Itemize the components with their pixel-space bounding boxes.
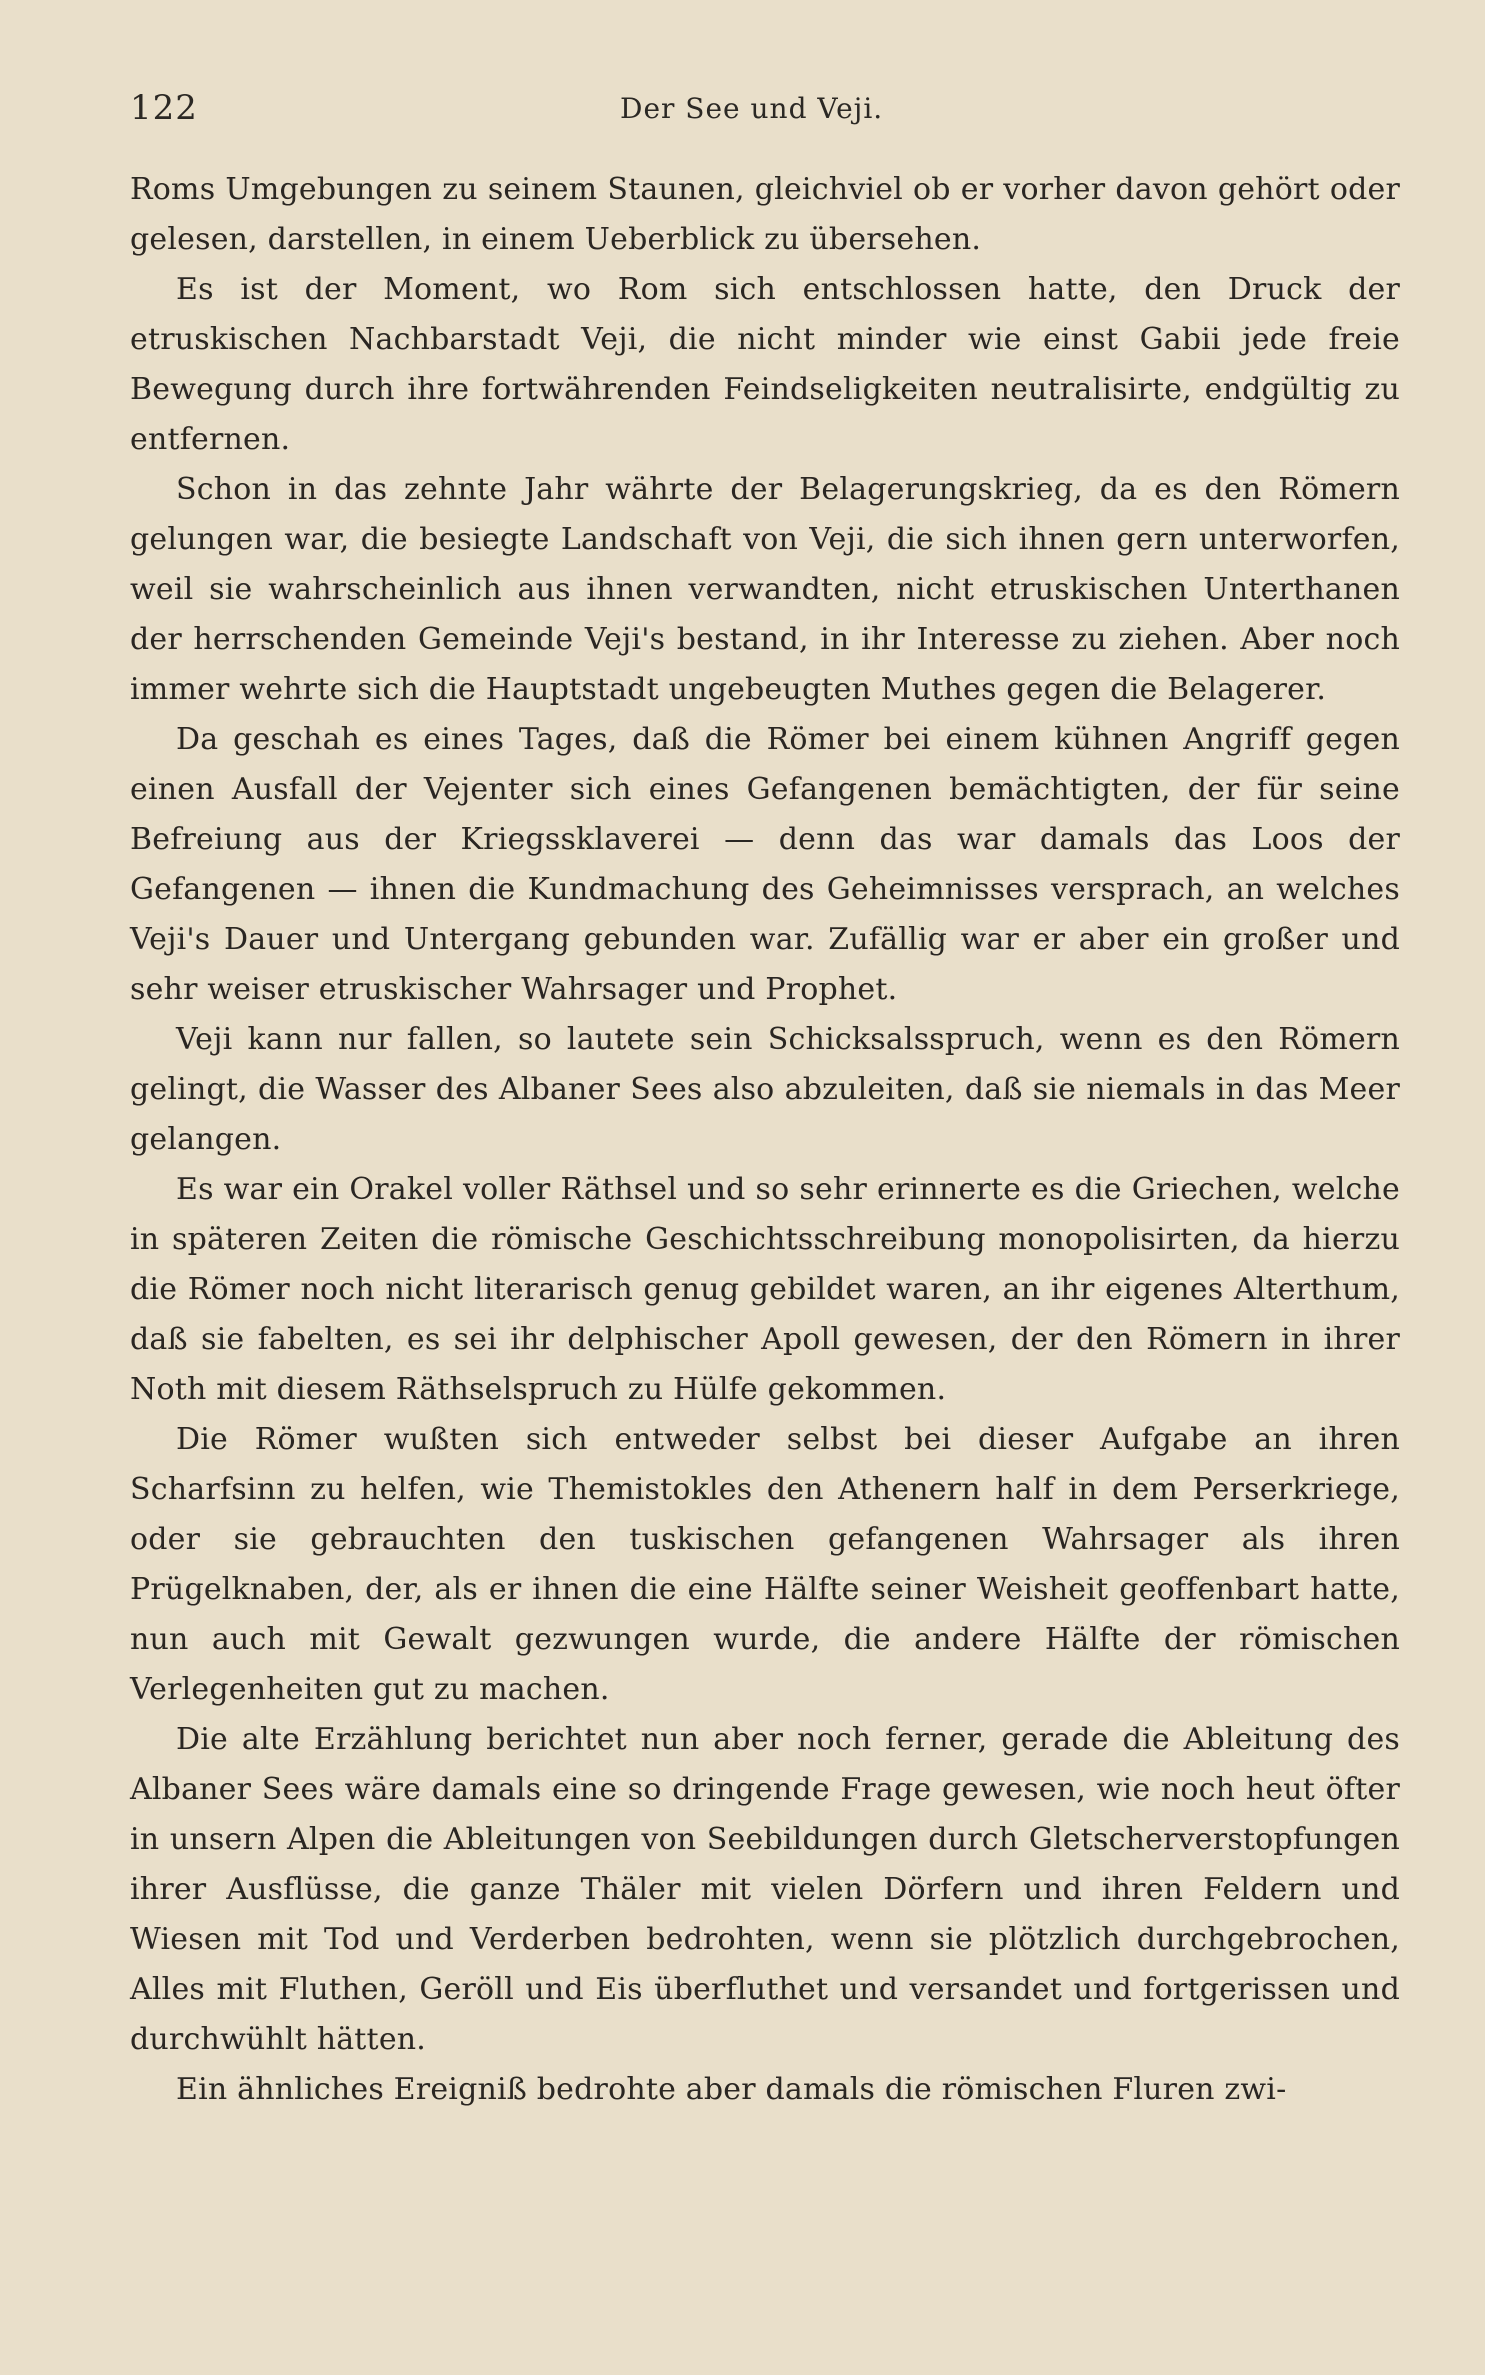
paragraph: Es ist der Moment, wo Rom sich entschlossen hatte, den Druck der etruskischen Nachbarstadt Veji, die nicht minder wie einst Gabii jede freie Bewegung durch ihre fortwährenden Feindseligkeiten neutralisirte, endgültig zu entfernen.	[130, 272, 1400, 457]
paragraph: Die Römer wußten sich entweder selbst bei dieser Aufgabe an ihren Scharfsinn zu helfen, wie Themistokles den Athenern half in dem Perserkriege, oder sie gebrauchten den tuskischen gefangenen Wahrsager als ihren Prügelknaben, der, als er ihnen die eine Hälfte seiner Weisheit geoffenbart hatte, nun auch mit Gewalt gezwungen wurde, die andere Hälfte der römischen Verlegenheiten gut zu machen.	[130, 1422, 1400, 1707]
paragraph: Die alte Erzählung berichtet nun aber noch ferner, gerade die Ableitung des Albaner Sees wäre damals eine so dringende Frage gewesen, wie noch heut öfter in unsern Alpen die Ableitungen von Seebildungen durch Gletscherverstopfungen ihrer Ausflüsse, die ganze Thäler mit vielen Dörfern und ihren Feldern und Wiesen mit Tod und Verderben bedrohten, wenn sie plötzlich durchgebrochen, Alles mit Fluthen, Geröll und Eis überfluthet und versandet und fortgerissen und durchwühlt hätten.	[130, 1722, 1400, 2057]
paragraph-continuation: Roms Umgebungen zu seinem Staunen, gleichviel ob er vorher davon gehört oder gelesen, darstellen, in einem Ueberblick zu übersehen.	[130, 172, 1400, 257]
page-header	[130, 88, 1405, 136]
page-number: 122	[130, 88, 198, 128]
paragraph: Veji kann nur fallen, so lautete sein Schicksalsspruch, wenn es den Römern gelingt, die Wasser des Albaner Sees also abzuleiten, daß sie niemals in das Meer gelangen.	[130, 1022, 1400, 1157]
paragraph: Da geschah es eines Tages, daß die Römer bei einem kühnen Angriff gegen einen Ausfall der Vejenter sich eines Gefangenen bemächtigten, der für seine Befreiung aus der Kriegssklaverei — denn das war damals das Loos der Gefangenen — ihnen die Kundmachung des Geheimnisses versprach, an welches Veji's Dauer und Untergang gebunden war. Zufällig war er aber ein großer und sehr weiser etruskischer Wahrsager und Prophet.	[130, 722, 1400, 1007]
running-title: Der See und Veji.	[620, 92, 884, 125]
body-text	[130, 165, 1400, 2305]
paragraph: Schon in das zehnte Jahr währte der Belagerungskrieg, da es den Römern gelungen war, die besiegte Landschaft von Veji, die sich ihnen gern unterworfen, weil sie wahrscheinlich aus ihnen verwandten, nicht etruskischen Unterthanen der herrschenden Gemeinde Veji's bestand, in ihr Interesse zu ziehen. Aber noch immer wehrte sich die Hauptstadt ungebeugten Muthes gegen die Belagerer.	[130, 472, 1400, 707]
paragraph: Es war ein Orakel voller Räthsel und so sehr erinnerte es die Griechen, welche in späteren Zeiten die römische Geschichtsschreibung monopolisirten, da hierzu die Römer noch nicht literarisch genug gebildet waren, an ihr eigenes Alterthum, daß sie fabelten, es sei ihr delphischer Apoll gewesen, der den Römern in ihrer Noth mit diesem Räthselspruch zu Hülfe gekommen.	[130, 1172, 1400, 1407]
paragraph: Ein ähnliches Ereigniß bedrohte aber damals die römischen Fluren zwi-	[176, 2072, 1287, 2107]
